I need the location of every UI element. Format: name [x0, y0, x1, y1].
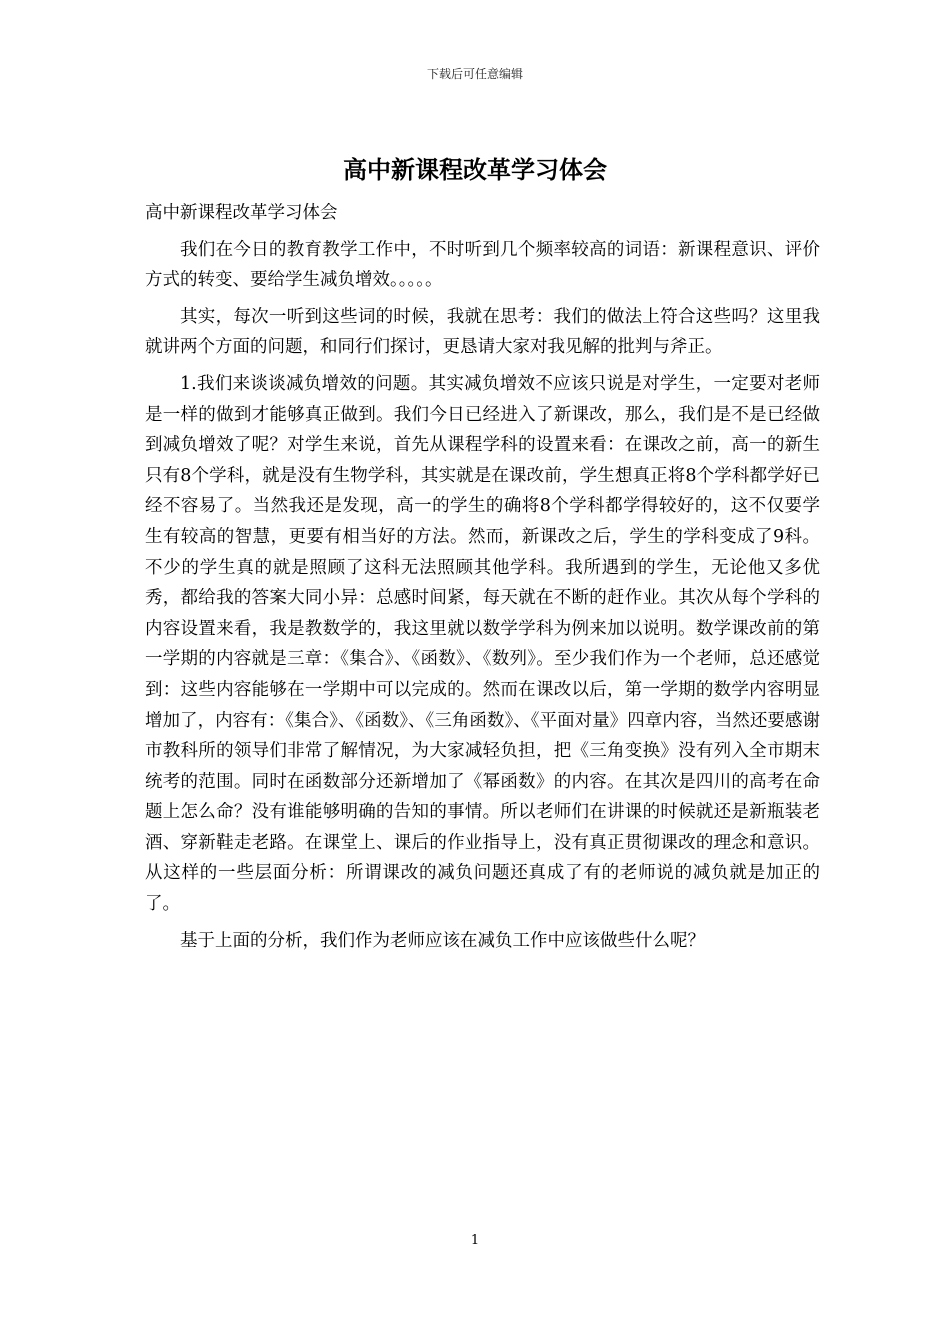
document-subtitle: 高中新课程改革学习体会 [145, 203, 338, 223]
document-title: 高中新课程改革学习体会 [343, 155, 607, 184]
header-note: 下载后可任意编辑 [426, 67, 523, 81]
page-number: 1 [470, 1233, 480, 1248]
paragraph-2: 其实，每次一听到这些词的时候，我就在思考：我们的做法上符合这些吗？这里我就讲两个方面的问题，和同行们探讨，更恳请大家对我见解的批判与斧正。 [145, 306, 820, 358]
paragraph-1: 我们在今日的教育教学工作中，不时听到几个频率较高的词语：新课程意识、评价方式的转变、要给学生减负增效。。。。。 [145, 239, 820, 291]
paragraph-4: 基于上面的分析，我们作为老师应该在减负工作中应该做些什么呢？ [180, 930, 705, 951]
document-body [145, 198, 820, 962]
paragraph-3: 1.我们来谈谈减负增效的问题。其实减负增效不应该只说是对学生，一定要对老师是一样的做到才能够真正做到。我们今日已经进入了新课改，那么，我们是不是已经做到减负增效了呢？对学生来说，首先从课程学科的设置来看：在课改之前，高一的新生只有8个学科，就是没有生物学科，其实就是在课改前，学生想真正将8个学科都学好已经不容易了。当然我还是发现，高一的学生的确将8个学科都学得较好的，这不仅要学生有较高的智慧，更要有相当好的方法。然而，新课改之后，学生的学科变成了9科。不少的学生真的就是照顾了这科无法照顾其他学科。我所遇到的学生，无论他又多优秀，都给我的答案大同小异：总感时间紧，每天就在不断的赶作业。其次从每个学科的内容设置来看，我是教数学的，我这里就以数学学科为例来加以说明。数学课改前的第一学期的内容就是三章：《集合》、《函数》、《数列》。至少我们作为一个老师，总还感觉到：这些内容能够在一学期中可以完成的。然而在课改以后，第一学期的数学内容明显增加了，内容有：《集合》、《函数》、《三角函数》、《平面对量》四章内容，当然还要感谢市教科所的领导们非常了解情况，为大家减轻负担，把《三角变换》没有列入全市期末统考的范围。同时在函数部分还新增加了《幂函数》的内容。在其次是四川的高考在命题上怎么命？没有谁能够明确的告知的事情。所以老师们在讲课的时候就还是新瓶装老酒、穿新鞋走老路。在课堂上、课后的作业指导上，没有真正贯彻课改的理念和意识。从这样的一些层面分析：所谓课改的减负问题还真成了有的老师说的减负就是加正的了。 [145, 373, 820, 915]
